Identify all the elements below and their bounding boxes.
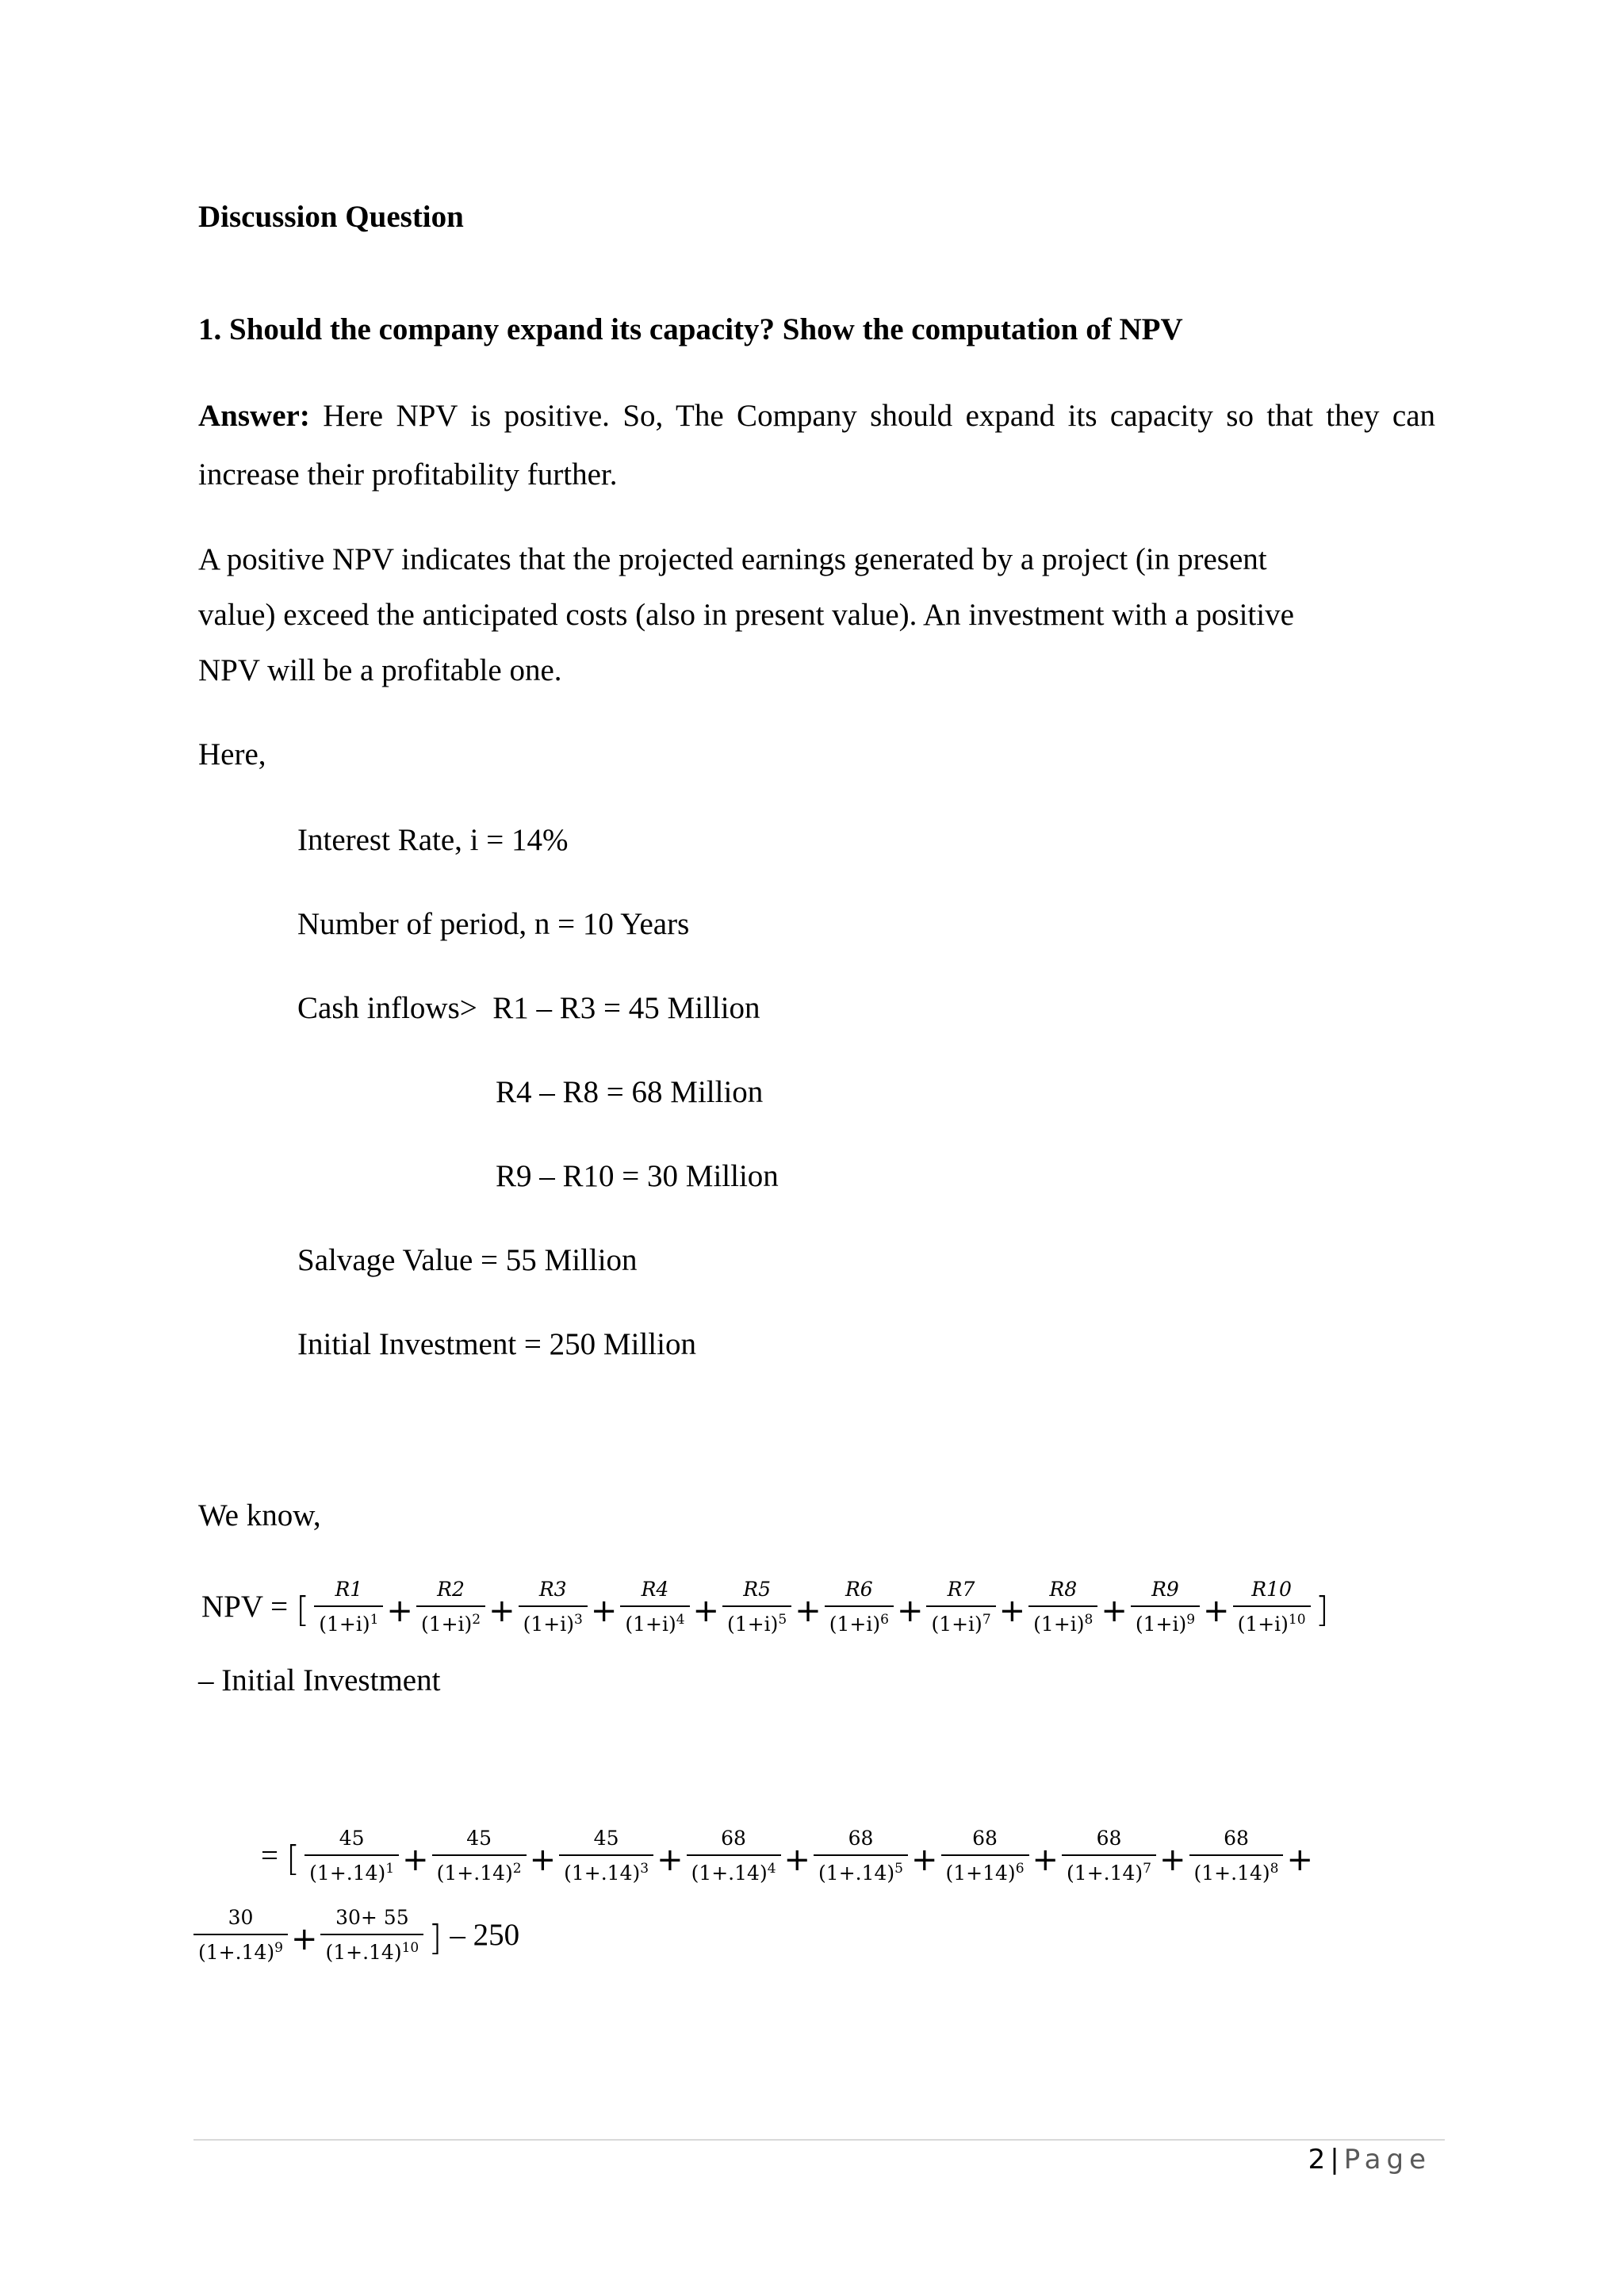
exponent: 6	[880, 1612, 889, 1628]
denominator-base: (1+.14)	[564, 1862, 641, 1885]
denominator	[1189, 1854, 1284, 1885]
plus-sign: +	[590, 1592, 618, 1629]
computation-line-2	[193, 1906, 523, 1964]
numerator: R4	[641, 1578, 669, 1601]
question-text: 1. Should the company expand its capacity? Show the computation of NPV	[198, 312, 1183, 346]
plus-sign: +	[692, 1592, 720, 1629]
exponent: 9	[1186, 1612, 1196, 1628]
denominator	[1028, 1605, 1097, 1636]
answer-line-1	[198, 398, 1435, 434]
denominator	[416, 1605, 485, 1636]
denominator	[926, 1605, 995, 1636]
formula-tail: – Initial Investment	[198, 1663, 441, 1697]
exponent: 9	[274, 1940, 283, 1956]
fraction-term	[432, 1827, 527, 1885]
exponent: 5	[894, 1861, 903, 1877]
denominator	[320, 1934, 423, 1964]
denominator	[432, 1854, 527, 1885]
exponent: 10	[1288, 1612, 1306, 1628]
denominator-base: (1+.14)	[309, 1862, 386, 1885]
fraction-term	[1028, 1578, 1097, 1636]
plus-sign: +	[911, 1841, 938, 1878]
numerator: R1	[335, 1578, 363, 1601]
numerator: 45	[593, 1827, 619, 1850]
denominator-base: (1+.14)	[691, 1862, 768, 1885]
plus-sign: +	[795, 1592, 822, 1629]
exponent: 8	[1270, 1861, 1279, 1877]
open-bracket: [	[286, 1839, 301, 1879]
page-number	[1308, 2144, 1431, 2175]
exponent: 10	[401, 1940, 419, 1956]
denominator-base: (1+i)	[319, 1613, 370, 1636]
denominator-base: (1+i)	[1135, 1613, 1187, 1636]
denominator-base: (1+i)	[727, 1613, 779, 1636]
footer-divider	[193, 2139, 1445, 2141]
answer-text-1: Here NPV is positive. So, The Company should expand its capacity so that they can	[323, 399, 1436, 433]
page-label: Page	[1343, 2144, 1431, 2175]
numerator: 45	[466, 1827, 492, 1850]
denominator	[620, 1605, 689, 1636]
cash-inflow-r9-r10: R9 – R10 = 30 Million	[496, 1159, 779, 1193]
plus-sign: +	[896, 1592, 924, 1629]
exponent: 2	[512, 1861, 522, 1877]
answer-label: Answer:	[198, 399, 310, 433]
denominator-base: (1+.14)	[1193, 1862, 1270, 1885]
numerator: R2	[437, 1578, 465, 1601]
numerator: 68	[848, 1827, 874, 1850]
numerator: 68	[1096, 1827, 1122, 1850]
fraction-term	[320, 1906, 423, 1964]
exponent: 7	[1143, 1861, 1151, 1877]
numerator: R5	[743, 1578, 771, 1601]
numerator: 30+ 55	[335, 1906, 409, 1929]
denominator	[519, 1605, 588, 1636]
cash-inflow-r4-r8: R4 – R8 = 68 Million	[496, 1075, 764, 1109]
plus-sign: +	[1203, 1592, 1230, 1629]
npv-lhs: NPV =	[201, 1590, 289, 1624]
denominator	[193, 1934, 288, 1964]
plus-sign: +	[1101, 1592, 1128, 1629]
denominator-base: (1+i)	[829, 1613, 881, 1636]
exponent: 1	[385, 1861, 395, 1877]
denominator-base: (1+i)	[931, 1613, 982, 1636]
denominator	[559, 1854, 653, 1885]
fraction-term	[1233, 1578, 1311, 1636]
plus-sign: +	[1032, 1841, 1059, 1878]
fraction-term	[193, 1906, 288, 1964]
exponent: 5	[778, 1612, 787, 1628]
fraction-term	[314, 1578, 383, 1636]
fraction-term	[1062, 1827, 1156, 1885]
fraction-term	[722, 1578, 791, 1636]
salvage-value: Salvage Value = 55 Million	[297, 1243, 638, 1277]
numerator: 68	[972, 1827, 998, 1850]
plus-sign: +	[529, 1841, 557, 1878]
numerator: R7	[947, 1578, 975, 1601]
fraction-term	[1131, 1578, 1200, 1636]
numerator: R8	[1049, 1578, 1078, 1601]
denominator-base: (1+.14)	[325, 1941, 402, 1964]
exponent: 2	[472, 1612, 481, 1628]
answer-line-2: increase their profitability further.	[198, 457, 618, 492]
plus-sign: +	[1286, 1841, 1313, 1878]
denominator-base: (1+i)	[523, 1613, 574, 1636]
denominator	[825, 1605, 894, 1636]
para2-line-2: value) exceed the anticipated costs (also in present value). An investment with a positive	[198, 598, 1294, 632]
exponent: 7	[982, 1612, 991, 1628]
para2-line-1: A positive NPV indicates that the projected earnings generated by a project (in present	[198, 542, 1267, 576]
denominator	[941, 1854, 1029, 1885]
plus-sign: +	[783, 1841, 811, 1878]
fraction-term	[1189, 1827, 1284, 1885]
denominator-base: (1+14)	[945, 1862, 1016, 1885]
denominator-base: (1+i)	[1237, 1613, 1289, 1636]
exponent: 4	[676, 1612, 685, 1628]
numerator: 68	[721, 1827, 746, 1850]
numerator: 68	[1224, 1827, 1249, 1850]
equals-sign: =	[261, 1839, 278, 1873]
cash-inflow-r1-r3: R1 – R3 = 45 Million	[492, 991, 760, 1025]
exponent: 6	[1015, 1861, 1025, 1877]
exponent: 1	[370, 1612, 379, 1628]
denominator-base: (1+.14)	[1067, 1862, 1143, 1885]
denominator-base: (1+.14)	[198, 1941, 275, 1964]
denominator-base: (1+.14)	[818, 1862, 895, 1885]
computation-line-1	[258, 1827, 1316, 1885]
plus-sign: +	[998, 1592, 1026, 1629]
para2-line-3: NPV will be a profitable one.	[198, 653, 562, 687]
denominator-base: (1+.14)	[436, 1862, 513, 1885]
plus-sign: +	[290, 1920, 318, 1957]
fraction-term	[941, 1827, 1029, 1885]
fraction-term	[814, 1827, 908, 1885]
here-label: Here,	[198, 737, 266, 771]
page-number-value: 2	[1308, 2144, 1326, 2175]
number-of-periods: Number of period, n = 10 Years	[297, 907, 690, 941]
exponent: 3	[640, 1861, 649, 1877]
denominator	[314, 1605, 383, 1636]
denominator-base: (1+i)	[420, 1613, 473, 1636]
close-bracket: ]	[428, 1918, 442, 1958]
denominator	[1062, 1854, 1156, 1885]
section-heading: Discussion Question	[198, 200, 464, 234]
plus-sign: +	[386, 1592, 413, 1629]
denominator	[722, 1605, 791, 1636]
fraction-term	[304, 1827, 399, 1885]
denominator	[1131, 1605, 1200, 1636]
fraction-term	[559, 1827, 653, 1885]
fraction-term	[687, 1827, 781, 1885]
npv-formula	[198, 1578, 1334, 1636]
initial-investment: Initial Investment = 250 Million	[297, 1327, 696, 1361]
cash-inflows-label: Cash inflows>	[297, 991, 477, 1025]
denominator-base: (1+i)	[1033, 1613, 1085, 1636]
numerator: R6	[845, 1578, 873, 1601]
interest-rate: Interest Rate, i = 14%	[297, 823, 569, 857]
we-know-label: We know,	[198, 1498, 321, 1533]
plus-sign: +	[1159, 1841, 1186, 1878]
plus-sign: +	[402, 1841, 429, 1878]
exponent: 3	[574, 1612, 583, 1628]
denominator	[814, 1854, 908, 1885]
denominator	[304, 1854, 399, 1885]
fraction-term	[620, 1578, 689, 1636]
minus-initial: – 250	[450, 1918, 520, 1952]
exponent: 8	[1084, 1612, 1094, 1628]
open-bracket: [	[296, 1590, 310, 1630]
plus-sign: +	[657, 1841, 684, 1878]
numerator: 45	[339, 1827, 365, 1850]
numerator: R3	[538, 1578, 567, 1601]
numerator: 30	[228, 1906, 254, 1929]
denominator-base: (1+i)	[625, 1613, 676, 1636]
denominator	[687, 1854, 781, 1885]
numerator: R10	[1251, 1578, 1292, 1601]
close-bracket: ]	[1315, 1590, 1329, 1630]
cash-inflows-line	[297, 993, 760, 1024]
exponent: 4	[767, 1861, 776, 1877]
numerator: R9	[1151, 1578, 1179, 1601]
page-separator: |	[1330, 2144, 1339, 2175]
plus-sign: +	[488, 1592, 515, 1629]
fraction-term	[416, 1578, 485, 1636]
fraction-term	[825, 1578, 894, 1636]
denominator	[1233, 1605, 1311, 1636]
fraction-term	[926, 1578, 995, 1636]
fraction-term	[519, 1578, 588, 1636]
